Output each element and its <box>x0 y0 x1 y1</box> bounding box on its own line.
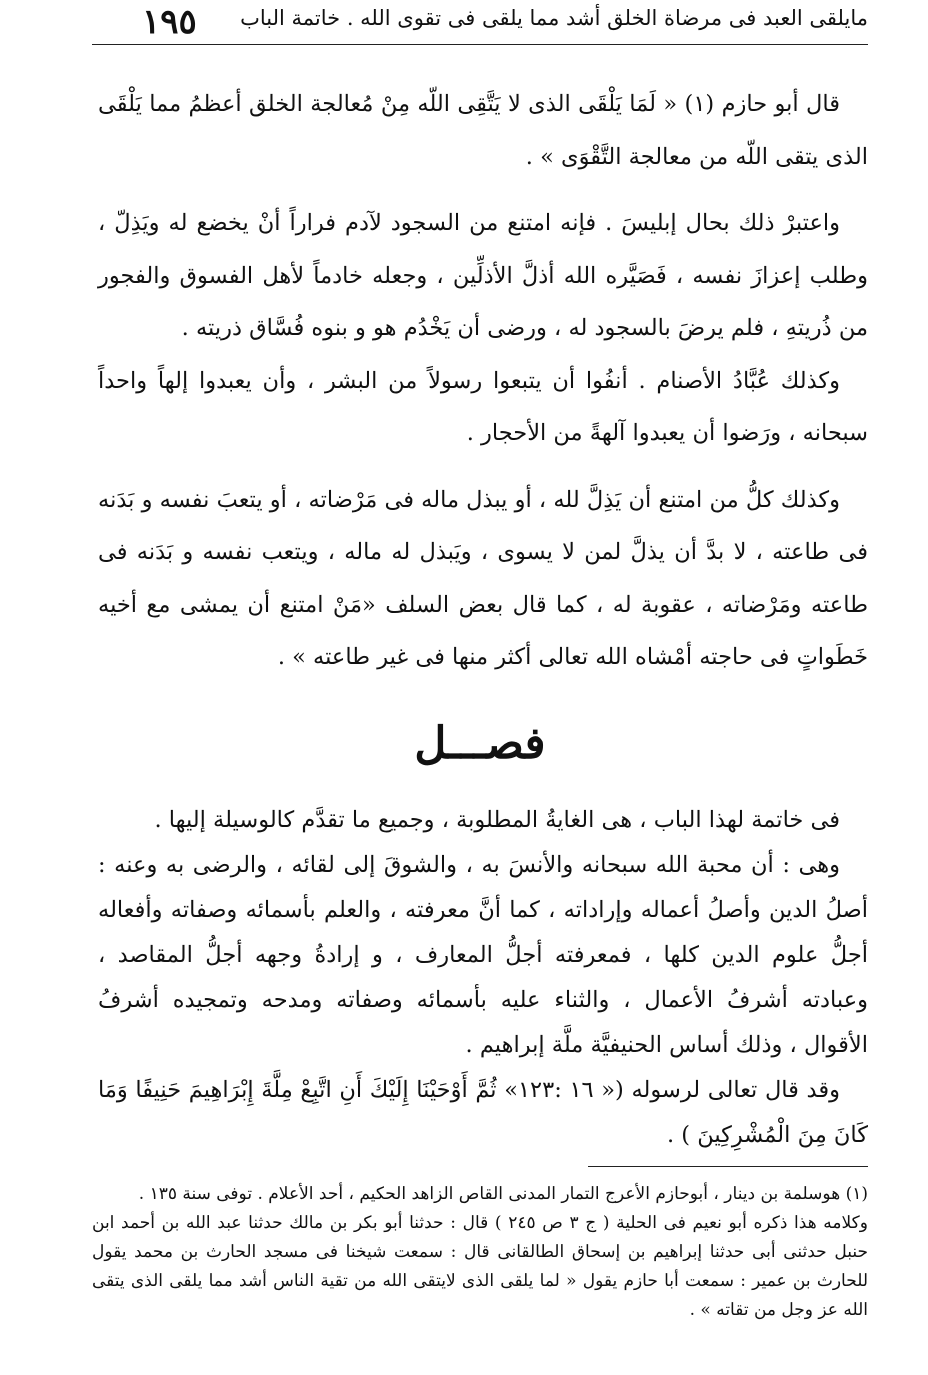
paragraph-love-of-god: وهى : أن محبة الله سبحانه والأنسَ به ، والشوقَ إلى لقائه ، والرضى به وعنه : أصلُ الدين وأصلُ أعماله وإراداته ، كما أنَّ معرفته ، والعلم بأسمائه وصفاته وأفعاله أجلُّ علوم الدين كلها ، فمعرفته أجلُّ المعارف ، و إرادةُ وجهه أجلُّ المقاصد ، وعبادته أشرفُ الأعمال ، والثناء عليه بأسمائه وصفاته ومدحه وتمجيده أشرفُ الأقوال ، وذلك أساس الحنيفيَّة ملَّة إبراهيم . <box>98 852 868 1058</box>
running-title: مايلقى العبد فى مرضاة الخلق أشد مما يلقى فى تقوى الله . خاتمة الباب <box>240 6 868 30</box>
paragraph-chapter-conclusion: فى خاتمة لهذا الباب ، هى الغايةُ المطلوبة ، وجميع ما تقدَّم كالوسيلة إليها . <box>154 807 840 833</box>
paragraph-iblis: واعتبرْ ذلك بحال إبليسَ . فإنه امتنع من السجود لآدم فراراً أنْ يخضع له ويَذِلّ ، وطلب إعزازَ نفسه ، فَصَيَّره الله أذلَّ الأذلِّين ، وجعله خادماً لأهل الفسوق والفجور من ذُريتهِ ، فلم يرضَ بالسجود له ، ورضى أن يَخْدُم هو و بنوه فُسَّاق ذريته . <box>98 210 868 341</box>
paragraph-abu-hazim: قال أبو حازم (١) « لَمَا يَلْقَى الذى لا يَتَّقِى اللّه مِنْ مُعالجة الخلق أعظمُ مما يَلْقَى الذى يتقى اللّه من معالجة التَّقْوَى » . <box>98 91 868 170</box>
footnote-1: (١) هوسلمة بن دينار ، أبوحازم الأعرج التمار المدنى القاص الزاهد الحكيم ، أحد الأعلام . توفى سنة ١٣٥ . <box>138 1184 868 1204</box>
page-number: ١٩٥ <box>142 2 197 42</box>
paragraph-quran-verse: وقد قال تعالى لرسوله (« ١٦ :١٢٣» ثُمَّ أَوْحَيْنَا إِلَيْكَ أَنِ اتَّبِعْ مِلَّةَ إِبْرَاهِيمَ حَنِيفًا وَمَا كَانَ مِنَ الْمُشْرِكِينَ ) . <box>98 1077 868 1148</box>
paragraph-idol-worshippers: وكذلك عُبَّادُ الأصنام . أنفُوا أن يتبعوا رسولاً من البشر ، وأن يعبدوا إلهاً واحداً سبحانه ، ورَضوا أن يعبدوا آلهةً من الأحجار . <box>98 367 868 446</box>
section-heading: فصـــل <box>414 718 546 769</box>
main-text <box>98 78 868 684</box>
page-header <box>92 4 868 45</box>
footnote-divider <box>588 1166 868 1167</box>
paragraph-refusal-to-submit: وكذلك كلُّ من امتنع أن يَذِلَّ لله ، أو يبذل ماله فى مَرْضاته ، أو يتعبَ نفسه و بَدَنه فى طاعته ، لا بدَّ أن يذلَّ لمن لا يسوى ، ويَبذل له ماله ، ويتعب نفسه و بَدَنه فى طاعته ومَرْضاته ، عقوبة له ، كما قال بعض السلف «مَنْ امتنع أن يمشى مع أخيه خَطَواتٍ فى حاجته أمْشاه الله تعالى أكثر منها فى غير طاعته » . <box>98 486 868 670</box>
section-text <box>98 798 868 1158</box>
footnote-1-continued: وكلامه هذا ذكره أبو نعيم فى الحلية ( ج ٣ ص ٢٤٥ ) قال : حدثنا أبو بكر بن مالك حدثنا عبد الله بن أحمد ابن حنبل حدثنى أبى حدثنا إبراهيم بن إسحاق الطالقانى قال : سمعت شيخنا فى مسجد الحارث بن محمد يقول للحارث بن عمير : سمعت أبا حازم يقول « لما يلقى الذى لايتقى الله من تقية الناس أشد مما يلقى الذى يتقى الله عز وجل من تقاته » . <box>92 1213 868 1320</box>
footnotes <box>92 1180 868 1325</box>
